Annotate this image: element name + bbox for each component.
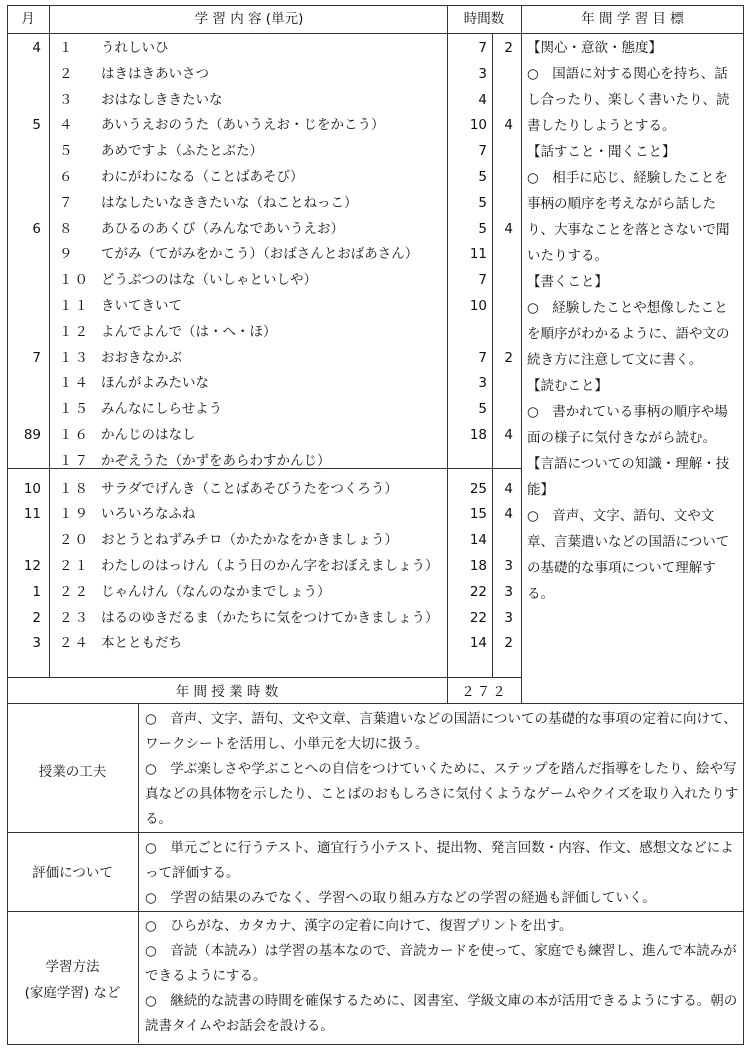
unit-row (7, 370, 521, 396)
goal-heading: 【話すこと・聞くこと】 (527, 144, 676, 160)
unit-row (7, 448, 521, 474)
section-label-hoho-sub: (家庭学習) など (24, 985, 121, 1001)
unit-row (7, 501, 521, 527)
unit-hours: 3 (478, 65, 487, 82)
unit-number: ２４ (59, 635, 90, 652)
unit-number: ２２ (59, 583, 90, 600)
unit-title: きいてきいて (101, 298, 182, 314)
unit-hours: 14 (469, 635, 487, 652)
unit-extra-hours: 4 (504, 506, 513, 523)
unit-title: どうぶつのはな（いしゃといしや） (101, 272, 317, 289)
section-body-hoho (145, 914, 741, 1039)
unit-number: ４ (59, 117, 75, 134)
unit-title: みんなにしらせよう (101, 401, 223, 418)
unit-extra-hours: 4 (504, 220, 513, 237)
unit-number: １３ (59, 349, 90, 366)
total-bottom-line (7, 703, 743, 704)
goal-item: ○ 書かれている事柄の順序や場面の様子に気付きながら読む。 (527, 404, 728, 446)
unit-title: はなしたいなききたいな（ねことねっこ） (101, 194, 358, 211)
unit-hours: 15 (469, 506, 487, 523)
unit-month: 5 (32, 117, 41, 134)
kufu-item: ○ 音声、文字、語句、文や文章、言葉遣いなどの国語についての基礎的な事項の定着に向けて、ワークシートを活用し、小単元を大切に扱う。 (145, 711, 737, 752)
unit-hours: 4 (478, 91, 487, 108)
unit-month: 1 (32, 583, 41, 600)
unit-title: おはなしききたいな (101, 91, 223, 108)
hoho-item: ○ 継続的な読書の時間を確保するために、図書室、学級文庫の本が活用できるようにする。朝の読書タイムやお話会を設ける。 (145, 993, 738, 1034)
curriculum-sheet (7, 5, 744, 1045)
unit-hours: 10 (469, 298, 487, 314)
unit-title: よんでよんで（は・へ・ほ） (101, 323, 277, 340)
unit-extra-hours: 4 (504, 480, 513, 497)
total-top-line (7, 677, 521, 678)
unit-number: ５ (59, 143, 75, 160)
section-body-kufu (145, 707, 741, 832)
hoho-item: ○ 音読（本読み）は学習の基本なので、音読カードを使って、家庭でも練習し、進んで本読みができるようにする。 (145, 943, 737, 984)
unit-title: じゃんけん（なんのなかまでしょう） (101, 583, 331, 600)
unit-title: わたしのはっけん（よう日のかん字をおぼえましょう） (101, 558, 439, 574)
section-label-hoho: 学習方法 (45, 959, 100, 975)
section-divider-2 (7, 911, 743, 912)
unit-hours: 25 (469, 480, 487, 497)
section-divider-1 (7, 832, 743, 833)
hyoka-item: ○ 単元ごとに行うテスト、適宜行う小テスト、提出物、発言回数・内容、作文、感想文などによって評価する。 (145, 840, 734, 881)
unit-number: ９ (59, 246, 75, 263)
unit-number: ２３ (59, 609, 90, 626)
section-label-kufu: 授業の工夫 (38, 764, 107, 780)
goal-heading: 【書くこと】 (527, 274, 608, 290)
unit-month: 12 (23, 558, 41, 574)
unit-row (7, 345, 521, 371)
unit-hours: 5 (478, 169, 487, 185)
unit-row (7, 112, 521, 138)
unit-month: 2 (32, 609, 41, 626)
unit-hours: 5 (478, 194, 487, 211)
goal-item: ○ 相手に応じ、経験したことを事柄の順序を考えながら話したり、大事なことを落とさないで聞いたりする。 (527, 170, 730, 264)
unit-title: あいうえおのうた（あいうえお・じをかこう） (101, 117, 385, 134)
unit-extra-hours: 3 (504, 583, 513, 600)
unit-number: ２１ (59, 558, 90, 574)
unit-row (7, 396, 521, 422)
unit-number: １５ (59, 401, 90, 418)
unit-row (7, 553, 521, 579)
unit-extra-hours: 4 (504, 427, 513, 443)
unit-number: １９ (59, 506, 90, 523)
goal-heading: 【読むこと】 (527, 378, 608, 394)
unit-number: １１ (59, 298, 90, 314)
unit-month: 89 (23, 427, 41, 443)
header-content: 学 習 内 容 (単元) (194, 11, 304, 27)
goal-item: ○ 音声、文字、語句、文や文章、言葉遣いなどの国語についての基礎的な事項について理解する。 (527, 508, 730, 602)
unit-month: 3 (32, 635, 41, 652)
unit-title: あめですよ（ふたとぶた） (101, 143, 263, 160)
unit-title: はるのゆきだるま（かたちに気をつけてかきましょう） (101, 609, 439, 626)
unit-title: 本とともだち (101, 635, 182, 652)
unit-title: サラダでげんき（ことばあそびうたをつくろう） (101, 480, 398, 497)
unit-hours: 10 (469, 117, 487, 134)
goal-heading: 【言語についての知識・理解・技能】 (527, 456, 730, 498)
annual-goals (527, 35, 739, 607)
unit-hours: 7 (478, 40, 487, 56)
unit-row (7, 476, 521, 502)
section-label-divider (138, 703, 139, 1043)
hyoka-item: ○ 学習の結果のみでなく、学習への取り組み方などの学習の経過も評価していく。 (145, 890, 656, 906)
header-hours: 時間数 (463, 11, 505, 27)
unit-row (7, 293, 521, 319)
unit-extra-hours: 3 (504, 558, 513, 574)
unit-number: ３ (59, 91, 75, 108)
unit-title: ほんがよみたいな (101, 375, 209, 392)
unit-number: １４ (59, 375, 90, 392)
hoho-item: ○ ひらがな、カタカナ、漢字の定着に向けて、復習プリントを出す。 (145, 918, 573, 934)
goal-item: ○ 経験したことや想像したことを順序がわかるように、語や文の続き方に注意して文に書く。 (527, 300, 730, 368)
unit-row (7, 319, 521, 345)
unit-number: ２０ (59, 532, 90, 549)
unit-row (7, 61, 521, 87)
unit-number: １ (59, 40, 75, 56)
unit-title: うれしいひ (101, 40, 169, 56)
unit-row (7, 267, 521, 293)
col-divider-goals (521, 5, 522, 703)
unit-row (7, 216, 521, 242)
unit-title: かぞえうた（かずをあらわすかんじ） (101, 452, 331, 469)
unit-title: てがみ（てがみをかこう）（おばさんとおばあさん） (101, 246, 419, 263)
unit-title: かんじのはなし (101, 427, 196, 443)
unit-extra-hours: 2 (504, 635, 513, 652)
unit-title: はきはきあいさつ (101, 65, 209, 82)
unit-number: ８ (59, 220, 75, 237)
unit-hours: 3 (478, 375, 487, 392)
unit-hours: 5 (478, 401, 487, 418)
unit-title: わにがわになる（ことばあそび） (101, 169, 304, 185)
unit-title: いろいろなふね (101, 506, 196, 523)
unit-row (7, 605, 521, 631)
unit-hours: 14 (469, 532, 487, 549)
unit-extra-hours: 3 (504, 609, 513, 626)
unit-hours: 18 (469, 427, 487, 443)
goal-heading: 【関心・意欲・態度】 (527, 40, 662, 56)
unit-hours: 7 (478, 349, 487, 366)
goal-item: ○ 国語に対する関心を持ち、話し合ったり、楽しく書いたり、読書したりしようとする。 (527, 66, 730, 134)
unit-row (7, 164, 521, 190)
unit-hours: 22 (469, 609, 487, 626)
total-label: 年 間 授 業 時 数 (175, 684, 279, 700)
unit-row (7, 87, 521, 113)
unit-extra-hours: 2 (504, 349, 513, 366)
unit-extra-hours: 4 (504, 117, 513, 134)
unit-month: 6 (32, 220, 41, 237)
unit-title: おとうとねずみチロ（かたかなをかきましょう） (101, 532, 398, 549)
unit-number: ７ (59, 194, 75, 211)
unit-number: １０ (59, 272, 90, 289)
unit-hours: 11 (469, 246, 487, 263)
section-label-hyoka: 評価について (32, 865, 113, 881)
unit-number: ６ (59, 169, 75, 185)
kufu-item: ○ 学ぶ楽しさや学ぶことへの自信をつけていくために、ステップを踏んだ指導をしたり、絵や写真などの具体物を示したり、ことばのおもしろさに気付くようなゲームやクイズを取り入れたりする。 (145, 761, 739, 827)
unit-title: あひるのあくび（みんなであいうえお） (101, 220, 344, 237)
unit-hours: 7 (478, 143, 487, 160)
unit-row (7, 630, 521, 656)
unit-row (7, 138, 521, 164)
unit-number: １７ (59, 452, 90, 469)
unit-title: おおきなかぶ (101, 349, 182, 366)
unit-row (7, 35, 521, 61)
header-goals: 年 間 学 習 目 標 (581, 11, 684, 27)
header-divider (7, 33, 743, 34)
unit-row (7, 422, 521, 448)
section-body-hyoka (145, 836, 741, 911)
unit-hours: 5 (478, 220, 487, 237)
unit-row (7, 579, 521, 605)
unit-row (7, 241, 521, 267)
unit-number: １２ (59, 323, 90, 340)
unit-hours: 18 (469, 558, 487, 574)
unit-month: 4 (32, 40, 41, 56)
unit-month: 7 (32, 349, 41, 366)
unit-hours: 22 (469, 583, 487, 600)
unit-month: 11 (23, 506, 41, 523)
total-value: ２７２ (461, 684, 508, 700)
unit-extra-hours: 2 (504, 40, 513, 56)
unit-number: ２ (59, 65, 75, 82)
unit-number: １６ (59, 427, 90, 443)
unit-row (7, 527, 521, 553)
header-month: 月 (21, 11, 35, 27)
unit-month: 10 (23, 480, 41, 497)
unit-number: １８ (59, 480, 90, 497)
unit-row (7, 190, 521, 216)
unit-hours: 7 (478, 272, 487, 289)
